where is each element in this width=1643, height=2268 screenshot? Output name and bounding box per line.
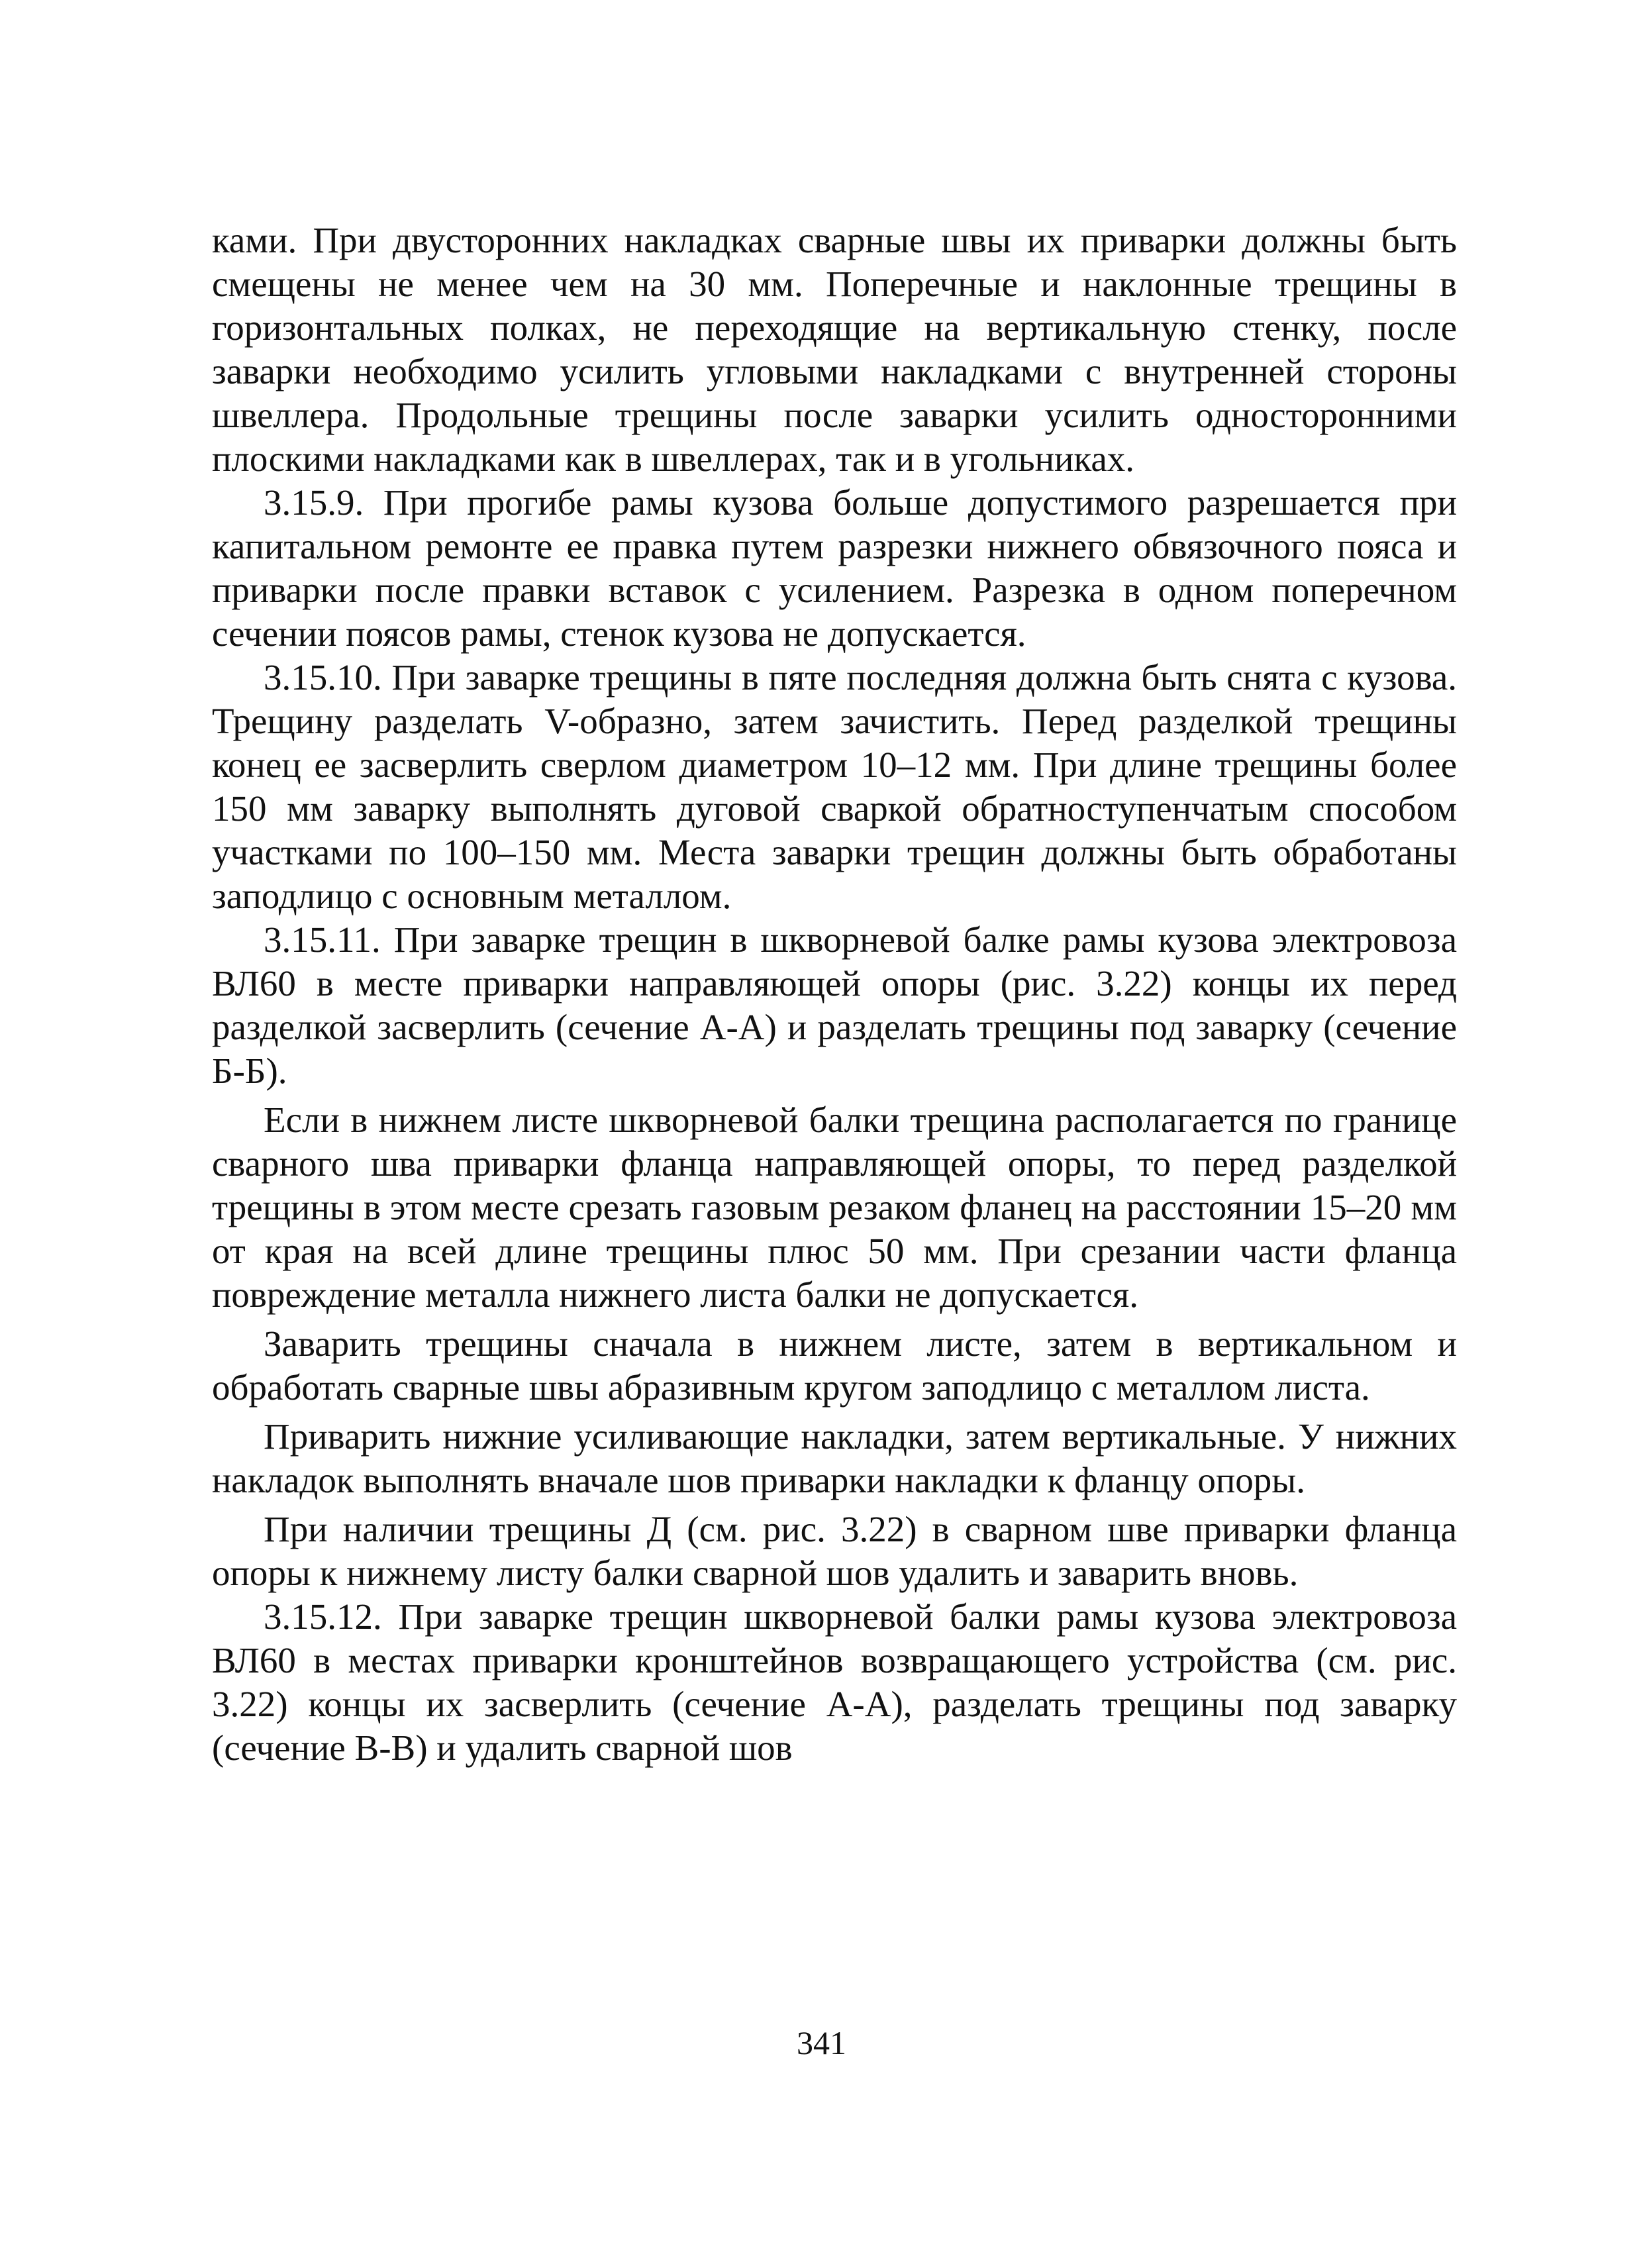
paragraph-3-15-9: 3.15.9. При прогибе рамы кузова больше допустимого разрешается при капитальном ремонте ее правка путем разрезки нижнего обвязочного пояса и приварки после правки вставок с усилением. Разрезка в одном поперечном сечении поясов рамы, стенок кузова не допускается. [212,482,1457,654]
paragraph-crack-d: При наличии трещины Д (см. рис. 3.22) в сварном шве приварки фланца опоры к нижнему листу балки сварной шов удалить и заварить вновь. [212,1509,1457,1593]
paragraph-weld-cracks: Заварить трещины сначала в нижнем листе, затем в вертикальном и обработать сварные швы абразивным кругом заподлицо с металлом листа. [212,1323,1457,1408]
paragraph-continuation: ками. При двусторонних накладках сварные швы их приварки должны быть смещены не менее чем на 30 мм. Поперечные и наклонные трещины в горизонтальных полках, не переходящие на вертикальную стенку, после заварки необходимо усилить угловыми накладками с внутренней стороны швеллера. Продольные трещины после заварки усилить односторонними плоскими накладками как в швеллерах, так и в угольниках. [212,220,1457,479]
page-number: 341 [797,2024,846,2061]
paragraph-weld-plates: Приварить нижние усиливающие накладки, затем вертикальные. У нижних накладок выполнять вначале шов приварки накладки к фланцу опоры. [212,1416,1457,1500]
paragraph-3-15-10: 3.15.10. При заварке трещины в пяте последняя должна быть снята с кузова. Трещину разделать V-образно, затем зачистить. Перед разделкой трещины конец ее засверлить сверлом диаметром 10–12 мм. При длине трещины более 150 мм заварку выполнять дуговой сваркой обратноступенчатым способом участками по 100–150 мм. Места заварки трещин должны быть обработаны заподлицо с основным металлом. [212,657,1457,916]
paragraph-3-15-11: 3.15.11. При заварке трещин в шкворневой балке рамы кузова электровоза ВЛ60 в месте приварки направляющей опоры (рис. 3.22) концы их перед разделкой засверлить (сечение А-А) и разделать трещины под заварку (сечение Б-Б). [212,919,1457,1091]
body-text [212,219,1457,1770]
paragraph-3-15-12: 3.15.12. При заварке трещин шкворневой балки рамы кузова электровоза ВЛ60 в местах приварки кронштейнов возвращающего устройства (см. рис. 3.22) концы их засверлить (сечение А-А), разделать трещины под заварку (сечение В-В) и удалить сварной шов [212,1596,1457,1768]
paragraph-flange-cut: Если в нижнем листе шкворневой балки трещина располагается по границе сварного шва приварки фланца направляющей опоры, то перед разделкой трещины в этом месте срезать газовым резаком фланец на расстоянии 15–20 мм от края на всей длине трещины плюс 50 мм. При срезании части фланца повреждение металла нижнего листа балки не допускается. [212,1100,1457,1315]
